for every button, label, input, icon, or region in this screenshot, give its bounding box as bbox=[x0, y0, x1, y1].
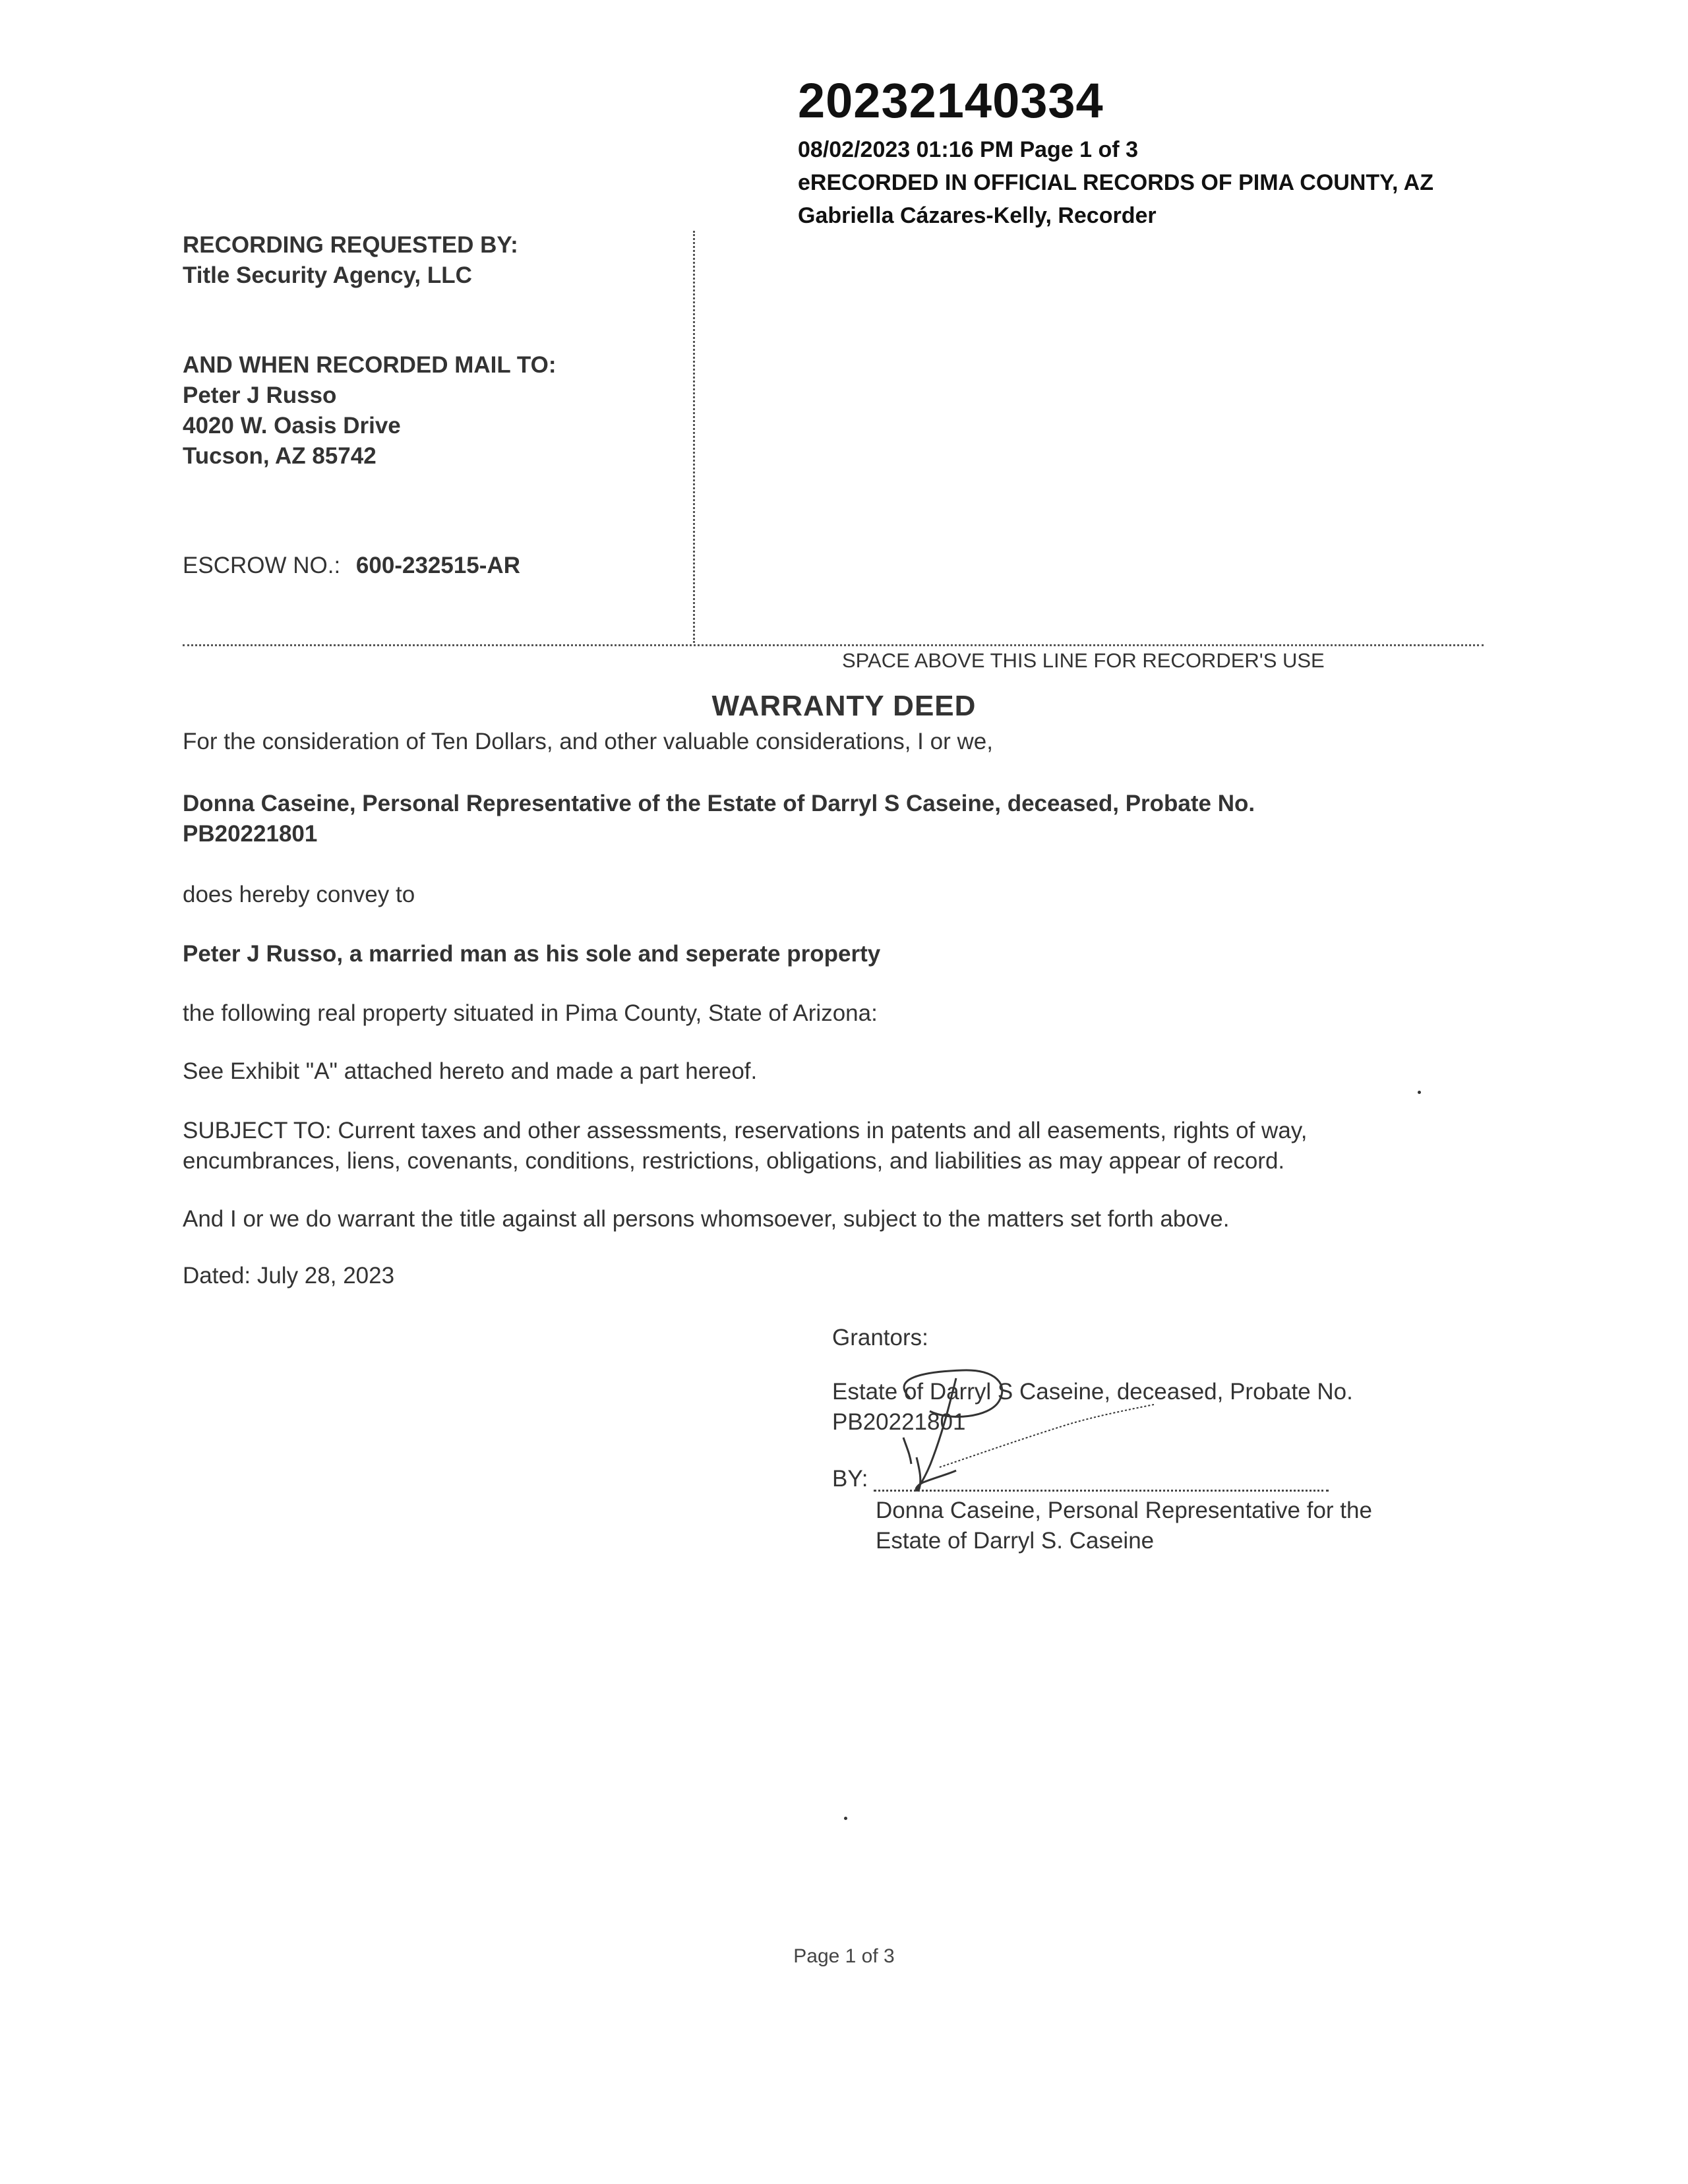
consideration-text: For the consideration of Ten Dollars, and other valuable considerations, I or we, bbox=[183, 729, 993, 754]
recorded-in-line: eRECORDED IN OFFICIAL RECORDS OF PIMA COUNTY, AZ bbox=[798, 170, 1434, 195]
scan-speck bbox=[844, 1817, 847, 1820]
recorder-name: Gabriella Cázares-Kelly, Recorder bbox=[798, 203, 1157, 228]
handwritten-signature bbox=[851, 1358, 1167, 1510]
recorder-space-line bbox=[183, 644, 1484, 646]
property-text: the following real property situated in Pima County, State of Arizona: bbox=[183, 1000, 878, 1026]
exhibit-text: See Exhibit "A" attached hereto and made a part hereof. bbox=[183, 1058, 758, 1084]
estate-line-2: PB20221801 bbox=[832, 1409, 966, 1435]
by-label: BY: bbox=[832, 1466, 868, 1492]
page-footer: Page 1 of 3 bbox=[793, 1945, 895, 1967]
warrant-text: And I or we do warrant the title against all persons whomsoever, subject to the matters set forth above. bbox=[183, 1206, 1230, 1232]
dated-text: Dated: July 28, 2023 bbox=[183, 1263, 395, 1289]
grantee-text: Peter J Russo, a married man as his sole and seperate property bbox=[183, 941, 881, 967]
requested-by-value: Title Security Agency, LLC bbox=[183, 262, 472, 288]
deed-title: WARRANTY DEED bbox=[711, 690, 977, 722]
grantor-line-1: Donna Caseine, Personal Representative of the Estate of Darryl S Caseine, deceased, Probate No. bbox=[183, 791, 1255, 816]
mail-to-label: AND WHEN RECORDED MAIL TO: bbox=[183, 352, 557, 378]
scan-speck bbox=[1418, 1091, 1421, 1094]
recording-number: 20232140334 bbox=[798, 73, 1104, 128]
mail-to-name: Peter J Russo bbox=[183, 382, 337, 408]
signer-line-1: Donna Caseine, Personal Representative for the bbox=[876, 1498, 1372, 1523]
mail-to-street: 4020 W. Oasis Drive bbox=[183, 413, 401, 439]
space-above-note: SPACE ABOVE THIS LINE FOR RECORDER'S USE bbox=[842, 649, 1325, 672]
requested-by-label: RECORDING REQUESTED BY: bbox=[183, 232, 518, 258]
subject-to-line-2: encumbrances, liens, covenants, conditions, restrictions, obligations, and liabilities as may appear of record. bbox=[183, 1148, 1285, 1174]
recording-datetime: 08/02/2023 01:16 PM Page 1 of 3 bbox=[798, 137, 1138, 162]
convey-text: does hereby convey to bbox=[183, 882, 415, 907]
grantor-line-2: PB20221801 bbox=[183, 821, 318, 847]
escrow-number: 600-232515-AR bbox=[355, 553, 520, 578]
escrow-label: ESCROW NO.: bbox=[183, 553, 341, 578]
grantors-label: Grantors: bbox=[832, 1325, 928, 1350]
subject-to-line-1: SUBJECT TO: Current taxes and other assessments, reservations in patents and all easements, rights of way, bbox=[183, 1118, 1308, 1143]
estate-line-1: Estate of Darryl S Caseine, deceased, Probate No. bbox=[832, 1379, 1353, 1405]
signer-line-2: Estate of Darryl S. Caseine bbox=[876, 1528, 1155, 1554]
recorder-box-divider bbox=[693, 231, 695, 643]
escrow-line bbox=[183, 553, 520, 579]
mail-to-city: Tucson, AZ 85742 bbox=[183, 443, 377, 469]
